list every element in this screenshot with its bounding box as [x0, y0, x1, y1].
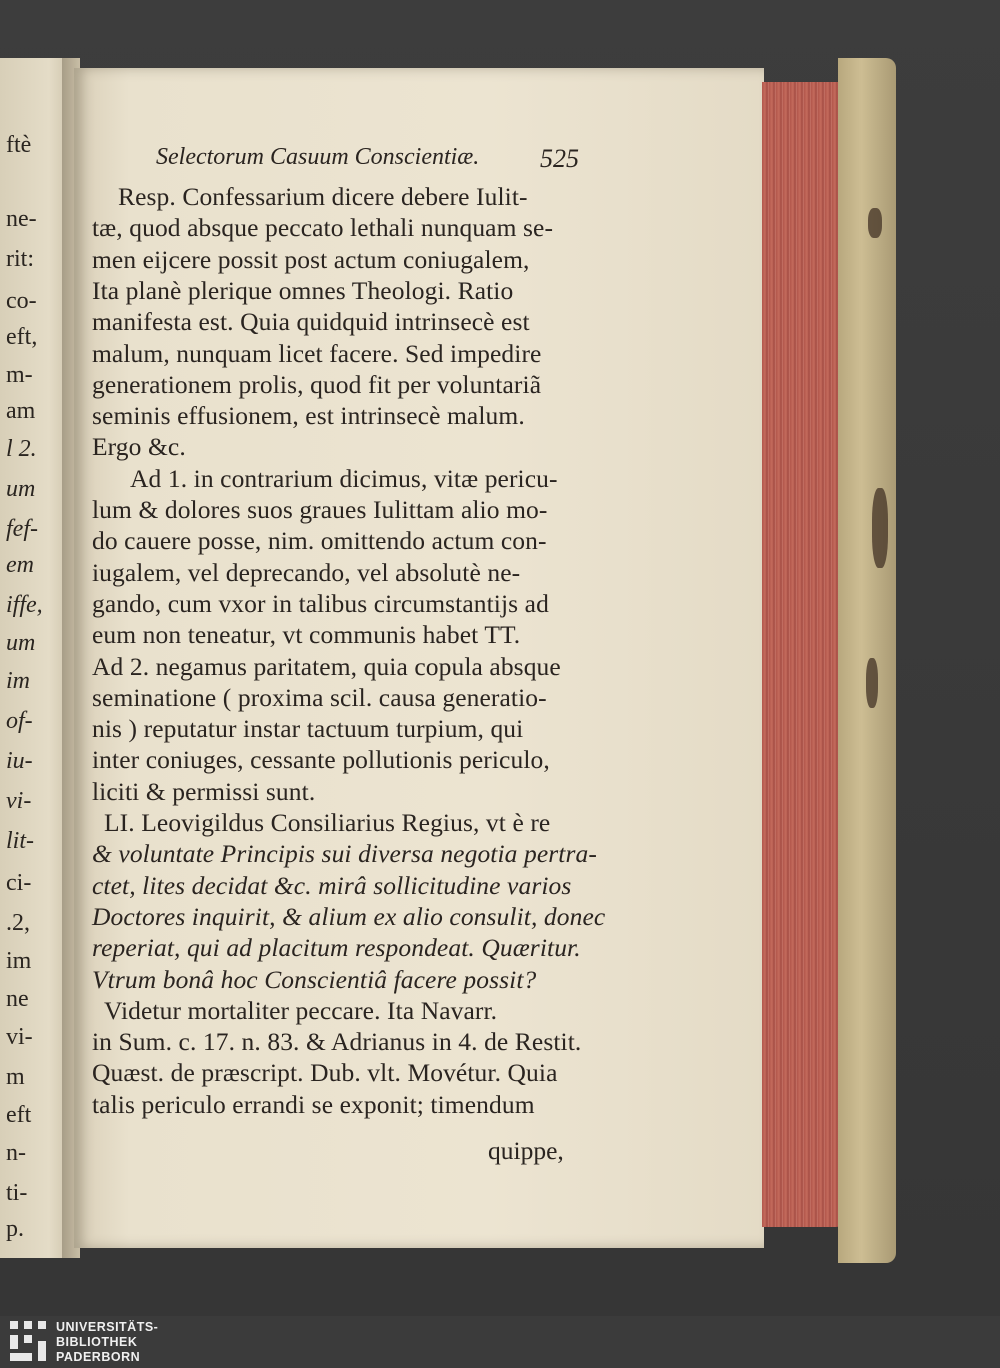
left-page-fragment: m	[6, 1064, 25, 1090]
left-page-fragment: um	[6, 630, 36, 656]
left-page-fragment: rit:	[6, 246, 34, 272]
left-page-fragment: eft	[6, 1102, 32, 1128]
body-line: men eijcere possit post actum coniugalem,	[92, 244, 530, 274]
left-page-fragment: vi-	[6, 788, 32, 814]
body-line: manifesta est. Quia quidquid intrinsecè est	[92, 307, 530, 337]
body-line: do cauere posse, nim. omittendo actum con-	[92, 526, 547, 556]
left-page-fragment: iu-	[6, 748, 33, 774]
left-page-fragment: ne	[6, 986, 29, 1012]
body-line: Videtur mortaliter peccare. Ita Navarr.	[104, 995, 498, 1025]
left-page-fragment: ti-	[6, 1180, 28, 1206]
left-page-fragment: eft,	[6, 324, 38, 350]
left-page-fragment: um	[6, 476, 36, 502]
body-line: malum, nunquam licet facere. Sed impedire	[92, 338, 542, 368]
body-line: seminatione ( proxima scil. causa generatio-	[92, 682, 547, 712]
page-edges	[762, 82, 842, 1227]
body-line: gando, cum vxor in talibus circumstantijs ad	[92, 588, 549, 618]
catchword: quippe,	[488, 1136, 564, 1165]
library-logo-icon	[10, 1321, 46, 1363]
body-line: Resp. Confessarium dicere debere Iulit-	[118, 182, 528, 211]
body-line: talis periculo errandi se exponit; timendum	[92, 1089, 535, 1119]
body-line: Ergo &c.	[92, 432, 186, 462]
body-line: eum non teneatur, vt communis habet TT.	[92, 620, 521, 650]
left-page-fragment: am	[6, 398, 36, 424]
page-number: 525	[540, 144, 579, 173]
body-line: Vtrum bonâ hoc Conscientiâ facere possit?	[92, 964, 537, 994]
left-page-fragment: em	[6, 552, 34, 578]
left-page-fragment: n-	[6, 1140, 26, 1166]
left-page-fragment: ftè	[6, 132, 32, 158]
body-line: in Sum. c. 17. n. 83. & Adrianus in 4. de Restit.	[92, 1027, 582, 1057]
body-line: liciti & permissi sunt.	[92, 776, 316, 806]
footer-line-1: UNIVERSITÄTS-	[56, 1320, 159, 1334]
body-line: Quæst. de præscript. Dub. vlt. Movétur. Quia	[92, 1058, 558, 1088]
left-page-fragment: .2,	[6, 910, 30, 936]
left-page-fragment: ci-	[6, 870, 32, 896]
left-page-fragment: ne-	[6, 206, 37, 232]
body-line: generationem prolis, quod fit per voluntariã	[92, 369, 542, 399]
body-line: inter coniuges, cessante pollutionis periculo,	[92, 745, 550, 775]
body-line: LI. Leovigildus Consiliarius Regius, vt è re	[104, 808, 551, 837]
left-page-fragment: m-	[6, 362, 33, 388]
left-page-fragment: im	[6, 948, 32, 974]
body-line: iugalem, vel deprecando, vel absolutè ne-	[92, 557, 521, 587]
left-page-fragment: iffe,	[6, 592, 43, 618]
left-page-fragment: vi-	[6, 1024, 33, 1050]
book-cover-edge	[838, 58, 896, 1263]
body-line: reperiat, qui ad placitum respondeat. Quæritur.	[92, 933, 581, 963]
body-line: ctet, lites decidat &c. mirâ sollicitudine varios	[92, 870, 572, 900]
body-line: nis ) reputatur instar tactuum turpium, qui	[92, 714, 524, 744]
body-line: Doctores inquirit, & alium ex alio consulit, donec	[92, 901, 606, 931]
footer-line-2: BIBLIOTHEK	[56, 1335, 138, 1349]
left-page-fragment: l 2.	[6, 436, 37, 462]
left-page-fragment: fef-	[6, 516, 38, 542]
left-page-fragment: of-	[6, 708, 33, 734]
left-page-fragment: co-	[6, 288, 37, 314]
left-page-fragment: im	[6, 668, 30, 694]
body-line: lum & dolores suos graues Iulittam alio mo-	[92, 495, 548, 524]
left-page-fragment: lit-	[6, 828, 34, 854]
left-page-fragment: p.	[6, 1216, 24, 1242]
body-line: Ita planè plerique omnes Theologi. Ratio	[92, 275, 514, 305]
running-head: Selectorum Casuum Conscientiæ.	[156, 144, 480, 170]
body-line: seminis effusionem, est intrinsecè malum.	[92, 401, 525, 431]
body-line: Ad 2. negamus paritatem, quia copula absque	[92, 651, 561, 681]
body-line: tæ, quod absque peccato lethali nunquam se-	[92, 213, 554, 243]
body-line: & voluntate Principis sui diversa negotia pertra-	[92, 839, 597, 869]
footer-line-3: PADERBORN	[56, 1350, 141, 1364]
library-footer	[0, 1316, 1000, 1368]
body-line: Ad 1. in contrarium dicimus, vitæ pericu-	[130, 463, 558, 493]
